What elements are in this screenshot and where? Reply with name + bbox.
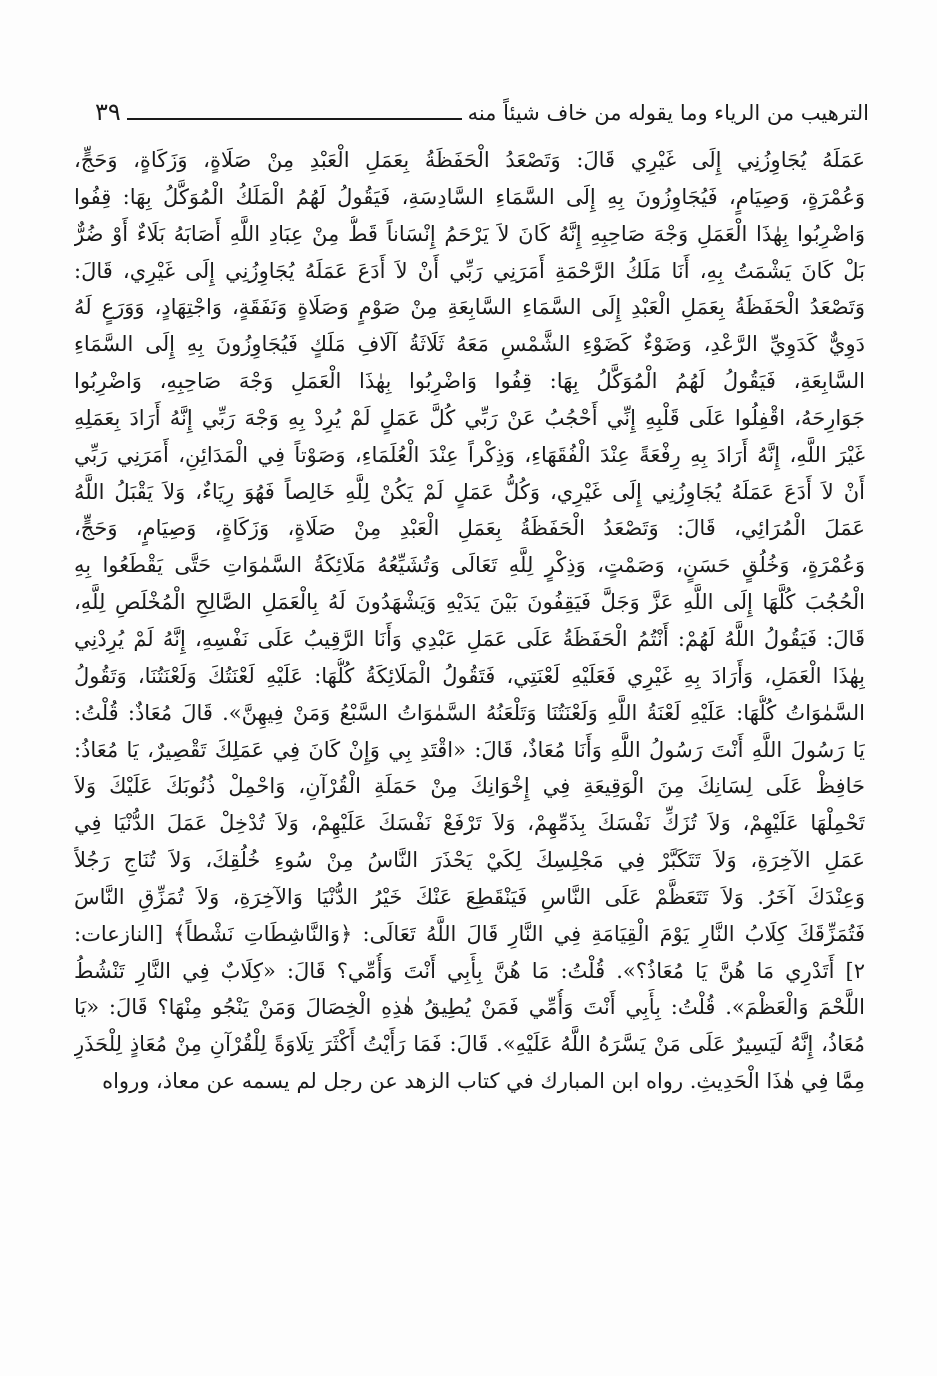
text-line: دَوِيٌّ كَدَوِيِّ الرَّعْدِ، وَضَوْءٌ كَضَوْءِ الشَّمْسِ مَعَهُ ثَلَاثَةُ آلَافِ مَلَكٍ فَيُجَاوِزُونَ بِهِ إِلَى السَّمَاءِ <box>74 332 865 357</box>
page-number: ٣٩ <box>95 98 121 126</box>
running-header <box>95 92 869 126</box>
text-line: وَاضْرِبُوا بِهٰذَا الْعَمَلِ وَجْهَ صَاحِبِهِ إِنَّهُ كَانَ لاَ يَرْحَمُ إِنْسَاناً قَطُّ مِنْ عِبَادِ اللَّهِ أَصَابَهُ بَلَاءٌ أَوْ ضُرٌّ <box>74 221 865 246</box>
text-line: أَنْ لاَ أَدَعَ عَمَلَهُ يُجَاوِزُنِي إِلَى غَيْرِي، وَكُلُّ عَمَلٍ لَمْ يَكُنْ لِلَّهِ خَالِصاً فَهُوَ رِيَاءٌ، وَلاَ يَقْبَلُ اللَّهُ <box>74 479 865 504</box>
text-line: بَلْ كَانَ يَشْمَتُ بِهِ، أَنَا مَلَكُ الرَّحْمَةِ أَمَرَنِي رَبِّي أَنْ لاَ أَدَعَ عَمَلَهُ يُجَاوِزُنِي إِلَى غَيْرِي، قَالَ: <box>74 258 865 283</box>
text-line: اللَّحْمَ وَالْعَظْمَ». قُلْتُ: بِأَبِي أَنْتَ وَأُمِّي فَمَنْ يُطِيقُ هٰذِهِ الْخِصَالَ وَمَنْ يَنْجُو مِنْهَا؟ قَالَ: «يَا <box>74 995 865 1020</box>
text-line: السَّابِعَةِ، فَيَقُولُ لَهُمُ الْمُوَكَّلُ بِهَا: قِفُوا وَاضْرِبُوا بِهٰذَا الْعَمَلِ وَجْهَ صَاحِبِهِ، وَاضْرِبُوا <box>74 369 865 394</box>
header-rule <box>127 118 462 120</box>
text-line: فَتُمَزِّقَكَ كِلَابُ النَّارِ يَوْمَ الْقِيَامَةِ فِي النَّارِ قَالَ اللَّهُ تَعَالَى: ﴿وَالنَّاشِطَاتِ نَشْطاً﴾ [النازعات: <box>74 921 865 946</box>
text-line: جَوَارِحَهُ، اقْفِلُوا عَلَى قَلْبِهِ إِنِّي أَحْجُبُ عَنْ رَبِّي كُلَّ عَمَلٍ لَمْ يُرِدْ بِهِ وَجْهَ رَبِّي إِنَّهُ أَرَادَ بِعَمَلِهِ <box>74 405 865 430</box>
text-line: ٢] أَتَدْرِي مَا هُنَّ يَا مُعَاذُ؟». قُلْتُ: مَا هُنَّ بِأَبِي أَنْتَ وَأُمِّي؟ قَالَ: «كِلَابٌ فِي النَّارِ تَنْشُطُ <box>74 958 865 983</box>
text-line: وَعُمْرَةٍ، وَخُلُقٍ حَسَنٍ، وَصَمْتٍ، وَذِكْرٍ لِلَّهِ تَعَالَى وَتُشَيِّعُهُ مَلَائِكَةُ السَّمٰوَاتِ حَتَّى يَقْطَعُوا بِهِ <box>74 553 865 578</box>
text-line: يَا رَسُولَ اللَّهِ أَنْتَ رَسُولُ اللَّهِ وَأَنَا مُعَاذٌ، قَالَ: «اقْتَدِ بِي وَإِنْ كَانَ فِي عَمَلِكَ تَقْصِيرٌ، يَا مُعَاذُ: <box>74 737 865 762</box>
text-line: قَالَ: فَيَقُولُ اللَّهُ لَهُمْ: أَنْتُمُ الْحَفَظَةُ عَلَى عَمَلِ عَبْدِي وَأَنَا الرَّقِيبُ عَلَى نَفْسِهِ، إِنَّهُ لَمْ يُرِدْنِي <box>74 626 865 651</box>
text-line: وَعِنْدَكَ آخَرُ. وَلاَ تَتَعَظَّمْ عَلَى النَّاسِ فَيَنْقَطِعَ عَنْكَ خَيْرُ الدُّنْيَا وَالآخِرَةِ، وَلاَ تُمَزِّقِ النَّاسَ <box>74 884 865 909</box>
text-line: وَتَصْعَدُ الْحَفَظَةُ بِعَمَلِ الْعَبْدِ إِلَى السَّمَاءِ السَّابِعَةِ مِنْ صَوْمٍ وَصَلَاةٍ وَنَفَقَةٍ، وَاجْتِهَادٍ، وَوَرَعٍ لَهُ <box>74 295 865 320</box>
chapter-title: الترهيب من الرياء وما يقوله من خاف شيئاً منه <box>467 101 869 125</box>
body-text <box>74 142 865 1100</box>
text-line: مُعَاذُ، إِنَّهُ لَيَسِيرٌ عَلَى مَنْ يَسَّرَهُ اللَّهُ عَلَيْهِ». قَالَ: فَمَا رَأَيْتُ أَكْثَرَ تِلَاوَةً لِلْقُرْآنِ مِنْ مُعَاذٍ لِلْحَذَرِ <box>74 1032 865 1057</box>
text-line: تَحْمِلْهَا عَلَيْهِمْ، وَلاَ تُزَكِّ نَفْسَكَ بِذَمِّهِمْ، وَلاَ تَرْفَعْ نَفْسَكَ عَلَيْهِمْ، وَلاَ تُدْخِلْ عَمَلَ الدُّنْيَا فِي <box>74 811 865 836</box>
text-line: عَمَلَهُ يُجَاوِزُنِي إِلَى غَيْرِي قَالَ: وَتَصْعَدُ الْحَفَظَةُ بِعَمَلِ الْعَبْدِ مِنْ صَلَاةٍ، وَزَكَاةٍ، وَحَجٍّ، <box>74 148 865 172</box>
text-line: بِهٰذَا الْعَمَلِ، وَأَرَادَ بِهِ غَيْرِي فَعَلَيْهِ لَعْنَتِي، فَتَقُولُ الْمَلَائِكَةُ كُلُّهَا: عَلَيْهِ لَعْنَتُكَ وَلَعْنَتُنَا، وَتَقُولُ <box>74 663 865 688</box>
text-line: عَمَلَ الْمُرَائِي، قَالَ: وَتَصْعَدُ الْحَفَظَةُ بِعَمَلِ الْعَبْدِ مِنْ صَلَاةٍ، وَزَكَاةٍ، وَصِيَامٍ، وَحَجٍّ، <box>74 516 865 541</box>
text-line: مِمَّا فِي هٰذَا الْحَدِيثِ. رواه ابن المبارك في كتاب الزهد عن رجل لم يسمه عن معاذ، ورواه <box>102 1069 865 1094</box>
text-line: غَيْرَ اللَّهِ، إِنَّهُ أَرَادَ بِهِ رِفْعَةً عِنْدَ الْفُقَهَاءِ، وَذِكْراً عِنْدَ الْعُلَمَاءِ، وَصَوْتاً فِي الْمَدَائِنِ، أَمَرَنِي رَبِّي <box>74 442 865 467</box>
text-line: السَّمٰوَاتُ كُلُّهَا: عَلَيْهِ لَعْنَةُ اللَّهِ وَلَعْنَتُنَا وَتَلْعَنُهُ السَّمٰوَاتُ السَّبْعُ وَمَنْ فِيهِنَّ». قَالَ مُعَاذٌ: قُلْتُ: <box>74 700 865 725</box>
text-line: عَمَلِ الآخِرَةِ، وَلاَ تَتَكَبَّرْ فِي مَجْلِسِكَ لِكَيْ يَحْذَرَ النَّاسُ مِنْ سُوءِ خُلُقِكَ، وَلاَ تُنَاجِ رَجُلاً <box>74 848 865 873</box>
text-line: الْحُجُبَ كُلَّهَا إِلَى اللَّهِ عَزَّ وَجَلَّ فَيَقِفُونَ بَيْنَ يَدَيْهِ وَيَشْهَدُونَ لَهُ بِالْعَمَلِ الصَّالِحِ الْمُخْلَصِ لِلَّهِ، <box>74 590 865 615</box>
text-line: وَعُمْرَةٍ، وَصِيَامٍ، فَيُجَاوِزُونَ بِهِ إِلَى السَّمَاءِ السَّادِسَةِ، فَيَقُولُ لَهُمُ الْمَلَكُ الْمُوَكَّلُ بِهَا: قِفُوا <box>74 184 865 209</box>
text-line: حَافِظْ عَلَى لِسَانِكَ مِنَ الْوَقِيعَةِ فِي إِخْوَانِكَ مِنْ حَمَلَةِ الْقُرْآنِ، وَاحْمِلْ ذُنُوبَكَ عَلَيْكَ وَلاَ <box>74 774 865 799</box>
